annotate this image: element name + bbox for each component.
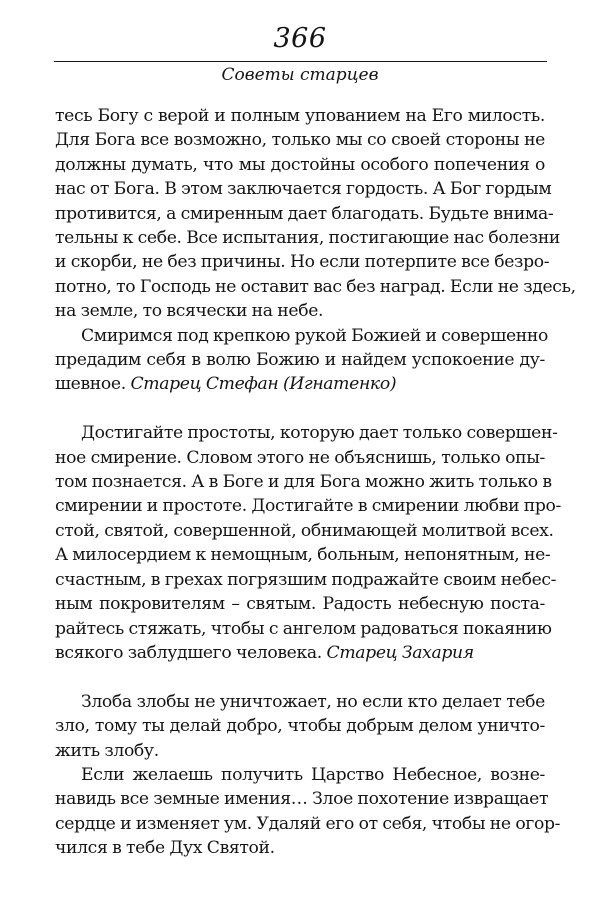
- text-line: Для Бога все возможно, только мы со своей стороны не: [55, 130, 545, 151]
- text-line: противится, а смиренным дает благодать. Будьте внима-: [55, 203, 554, 224]
- page-number: 366: [273, 23, 327, 54]
- text-line: стой, святой, совершенной, обнимающей молитвой всех.: [55, 520, 554, 541]
- paragraph-4: [55, 690, 545, 763]
- body-text: [55, 104, 576, 861]
- text-line: райтесь стяжать, чтобы с ангелом радоваться покаянию: [55, 618, 552, 639]
- section-gap: [55, 397, 545, 421]
- text-line: тесь Богу с верой и полным упованием на Его милость.: [55, 106, 545, 126]
- text-line: сердце и изменяет ум. Удаляй его от себя, чтобы не огор-: [55, 813, 561, 834]
- text-line: смирении и простоте. Достигайте в смирении любви про-: [55, 496, 562, 517]
- text-line: ное смирение. Словом этого не объяснишь, только опы-: [55, 447, 545, 468]
- text-line: навидь все земные имения… Злое похотение извращает: [55, 789, 549, 810]
- text-line: счастным, в грехах погрязшим подражайте своим небес-: [55, 569, 557, 590]
- text-line: [55, 372, 545, 396]
- text-line: жить злобу.: [55, 740, 159, 761]
- text-line: том познается. А в Боге и для Бога можно жить только в: [55, 472, 552, 493]
- text-line: Смиримся под крепкою рукой Божией и совершенно: [81, 325, 548, 346]
- text-line: должны думать, что мы достойны особого попечения о: [55, 154, 545, 175]
- text-line: ным покровителям – святым. Радость небесную поста-: [55, 594, 545, 615]
- attribution: Старец Захария: [326, 642, 474, 663]
- line-text: всякого заблудшего человека.: [55, 642, 322, 663]
- text-line: Достигайте простоты, которую дает только совершен-: [81, 423, 558, 444]
- text-line: и скорби, не без причины. Но если потерпите все безро-: [55, 252, 550, 273]
- attribution: Старец Стефан (Игнатенко): [130, 374, 397, 395]
- paragraph-2: [55, 324, 548, 397]
- running-title: Советы старцев: [221, 65, 379, 85]
- text-line: Злоба злобы не уничтожает, но если кто делает тебе: [81, 691, 545, 712]
- text-line: [55, 641, 545, 665]
- header-rule: [54, 61, 547, 62]
- text-line: на земле, то всячески на небе.: [55, 301, 324, 322]
- text-line: А милосердием к немощным, больным, непонятным, не-: [55, 545, 551, 566]
- text-line: Если желаешь получить Царство Небесное, возне-: [81, 764, 545, 785]
- text-line: нас от Бога. В этом заключается гордость. А Бог гордым: [55, 179, 552, 200]
- text-line: предадим себя в волю Божию и найдем успокоение ду-: [55, 350, 545, 371]
- line-text: шевное.: [55, 374, 126, 395]
- paragraph-1: [55, 104, 576, 324]
- section-gap: [55, 665, 545, 689]
- paragraph-3: [55, 421, 562, 665]
- text-line: чился в тебе Дух Святой.: [55, 838, 275, 859]
- text-line: зло, тому ты делай добро, чтобы добрым делом уничто-: [55, 716, 545, 737]
- text-line: тельны к себе. Все испытания, постигающие нас болезни: [55, 228, 561, 249]
- paragraph-5: [55, 763, 561, 861]
- text-line: потно, то Господь не оставит вас без наград. Если не здесь,: [55, 276, 576, 297]
